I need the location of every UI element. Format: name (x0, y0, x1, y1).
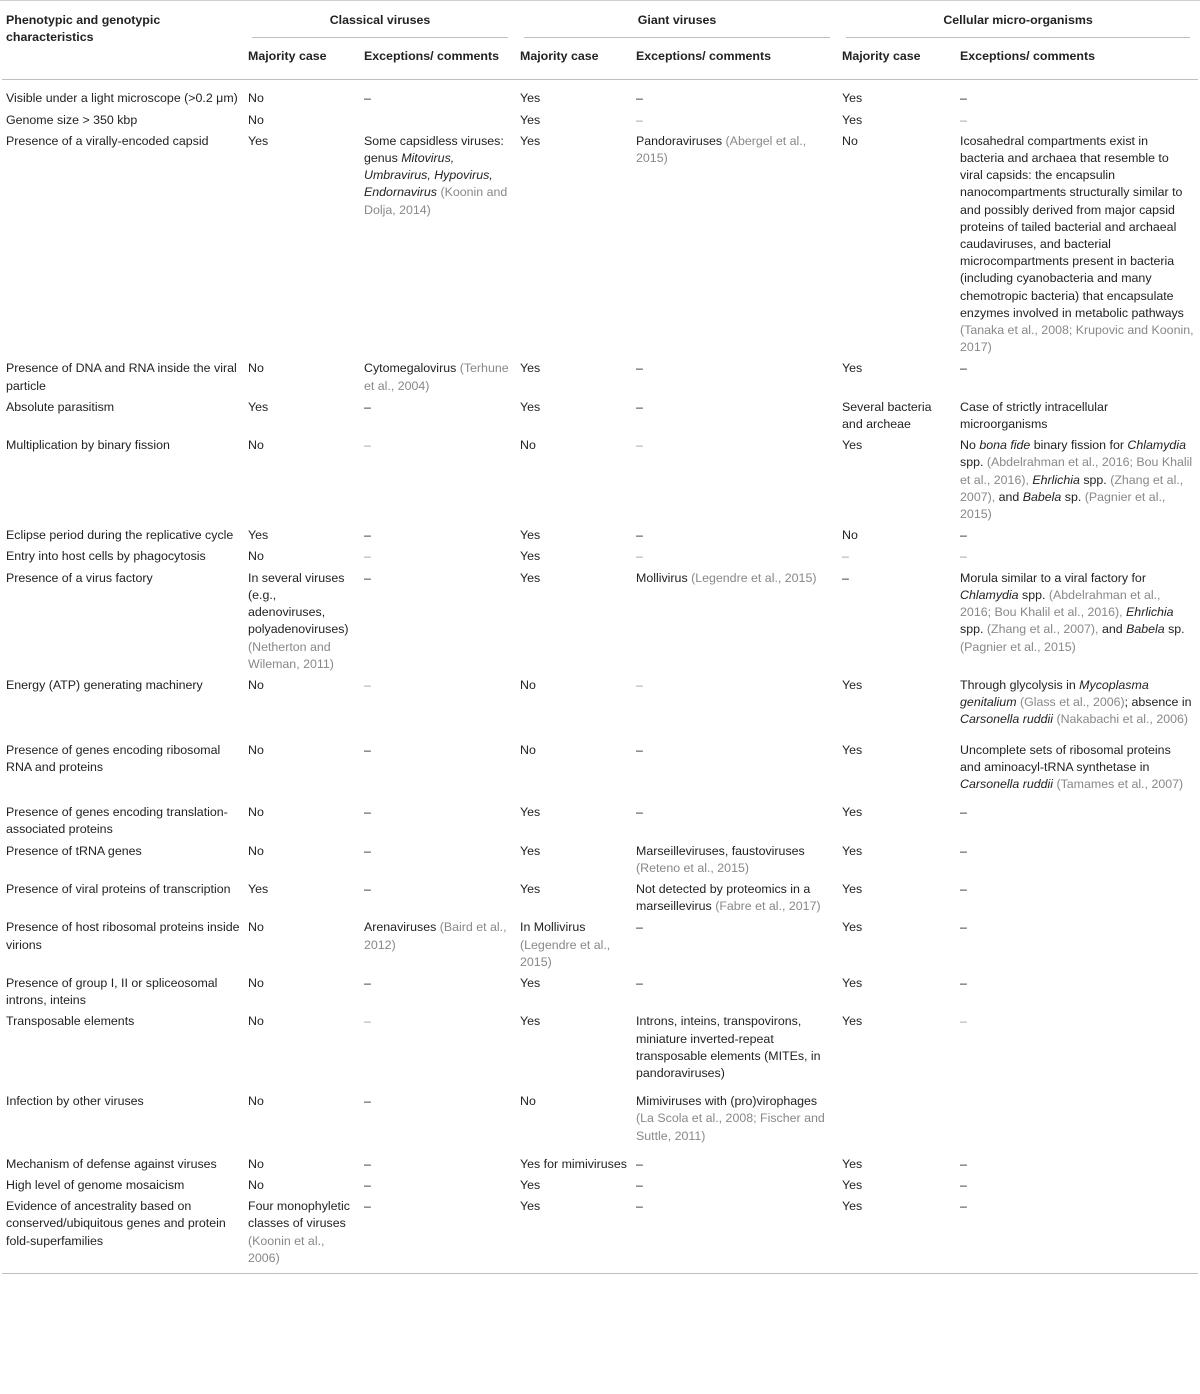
cell-value: No bona fide binary fission for Chlamydia spp. (Abdelrahman et al., 2016; Bou Khalil et al., 2016), Ehrlichia spp. (Zhang et al., 2007), and Babela sp. (Pagnier et al., 2015) (960, 438, 1193, 522)
cell-value: No (248, 805, 264, 820)
cell-value: – (842, 570, 849, 585)
table-row (2, 569, 1198, 676)
cell-value: No (842, 528, 858, 543)
table-row (2, 880, 1198, 918)
cell-value: Case of strictly intracellular microorganisms (960, 399, 1109, 432)
table-row (2, 1176, 1198, 1197)
cell-value (360, 111, 516, 132)
cell-value: No (248, 438, 264, 453)
cell-value: Arenaviruses (Baird et al., 2012) (364, 920, 507, 952)
cell-value: Yes (248, 133, 269, 148)
table-row (2, 842, 1198, 880)
cell-value: Yes (842, 1014, 863, 1029)
cell-value: – (636, 677, 643, 692)
cell-value: No (520, 1094, 536, 1109)
row-label: Presence of genes encoding translation-associated proteins (6, 805, 228, 837)
cell-value: Yes (842, 1199, 863, 1214)
cell-value: Yes (520, 1014, 541, 1029)
top-rule (0, 0, 1200, 1)
cell-value: In several viruses (e.g., adenoviruses, polyadenoviruses) (Netherton and Wileman, 2011) (248, 570, 349, 671)
cell-value: Yes (842, 843, 863, 858)
row-label: Presence of DNA and RNA inside the viral particle (6, 361, 237, 393)
cell-value: Yes (520, 975, 541, 990)
cell-value: – (364, 975, 371, 990)
table-row (2, 1197, 1198, 1273)
cell-value: Yes (842, 112, 863, 127)
cell-value: No (248, 1094, 264, 1109)
cell-value: Yes (842, 1177, 863, 1192)
cell-value: No (248, 843, 264, 858)
table-row (2, 803, 1198, 841)
row-label: Entry into host cells by phagocytosis (6, 549, 206, 564)
cell-value: Yes (520, 843, 541, 858)
cell-value: Several bacteria and archeae (842, 399, 932, 432)
cell-value: Yes (842, 920, 863, 935)
cell-value: – (960, 1199, 967, 1214)
cell-value: Yes (520, 1177, 541, 1192)
cell-value: – (636, 920, 643, 935)
table-row (2, 1012, 1198, 1092)
cell-value: Yes for mimiviruses (520, 1156, 627, 1171)
cell-value: Yes (842, 805, 863, 820)
cell-value: – (636, 742, 643, 757)
row-label: Absolute parasitism (6, 399, 115, 414)
cell-value: No (248, 920, 264, 935)
cell-value: – (364, 805, 371, 820)
cell-value: Yes (248, 399, 269, 414)
row-label: Presence of genes encoding ribosomal RNA and proteins (6, 742, 221, 774)
cell-value (838, 1092, 956, 1155)
cell-value: Yes (842, 975, 863, 990)
row-label: Genome size > 350 kbp (6, 112, 138, 127)
cell-value: No (248, 549, 264, 564)
table-row (2, 526, 1198, 547)
cell-value: No (248, 742, 264, 757)
cell-value: No (248, 1156, 264, 1171)
cell-value: Yes (520, 570, 541, 585)
subheader-exceptions: Exceptions/ comments (960, 49, 1095, 64)
cell-value: – (364, 1094, 371, 1109)
row-label: Transposable elements (6, 1014, 135, 1029)
group-header-classical-viruses: Classical viruses (244, 0, 516, 46)
cell-value: – (364, 881, 371, 896)
cell-value: No (248, 91, 264, 106)
cell-value: – (960, 1177, 967, 1192)
cell-value: Some capsidless viruses: genus Mitovirus, Umbravirus, Hypovirus, Endornavirus (Koonin and Dolja, 2014) (364, 133, 508, 217)
cell-value: Yes (248, 881, 269, 896)
row-label: Infection by other viruses (6, 1094, 144, 1109)
row-label-header: Phenotypic and genotypic characteristics (6, 13, 161, 45)
cell-value: Cytomegalovirus (Terhune et al., 2004) (364, 361, 509, 393)
table-row (2, 398, 1198, 436)
cell-value: Introns, inteins, transpovirons, miniature inverted-repeat transposable elements (MITEs, in pandoraviruses) (636, 1014, 821, 1080)
cell-value: Yes (520, 112, 541, 127)
cell-value: Yes (842, 742, 863, 757)
cell-value: – (960, 920, 967, 935)
cell-value: No (248, 1014, 264, 1029)
cell-value: Yes (842, 677, 863, 692)
cell-value: Yes (520, 528, 541, 543)
cell-value: Yes (520, 881, 541, 896)
cell-value: Morula similar to a viral factory for Chlamydia spp. (Abdelrahman et al., 2016; Bou Khalil et al., 2016), Ehrlichia spp. (Zhang et al., 2007), and Babela sp. (Pagnier et al., 2015) (960, 570, 1185, 654)
cell-value: – (636, 112, 643, 127)
row-label: Evidence of ancestrality based on conserved/ubiquitous genes and protein fold-superfamilies (6, 1199, 226, 1248)
cell-value: Yes (842, 361, 863, 376)
cell-value: – (842, 549, 849, 564)
cell-value: Uncomplete sets of ribosomal proteins and aminoacyl-tRNA synthetase in Carsonella ruddii (Tamames et al., 2007) (960, 742, 1184, 791)
cell-value: – (364, 1014, 371, 1029)
row-label: Presence of a virally-encoded capsid (6, 133, 209, 148)
cell-value: – (364, 1156, 371, 1171)
cell-value: Yes (842, 438, 863, 453)
cell-value: Yes (520, 399, 541, 414)
cell-value: No (520, 742, 536, 757)
cell-value: – (364, 1177, 371, 1192)
table-row (2, 1155, 1198, 1176)
cell-value: – (636, 1199, 643, 1214)
comparison-table (2, 0, 1198, 1274)
cell-value: No (520, 438, 536, 453)
table-row (2, 974, 1198, 1012)
subheader-majority: Majority case (520, 49, 599, 64)
cell-value: – (960, 528, 967, 543)
cell-value: – (364, 438, 371, 453)
cell-value: Yes (520, 805, 541, 820)
cell-value: – (960, 112, 967, 127)
cell-value: Yes (520, 91, 541, 106)
table-row (2, 918, 1198, 974)
cell-value: – (364, 528, 371, 543)
table-row (2, 741, 1198, 804)
row-label: Presence of tRNA genes (6, 843, 142, 858)
cell-value: – (364, 742, 371, 757)
row-label: Presence of a virus factory (6, 570, 153, 585)
table-row (2, 676, 1198, 741)
cell-value: – (636, 399, 643, 414)
cell-value: Yes (520, 549, 541, 564)
cell-value (956, 1092, 1198, 1155)
cell-value: – (364, 399, 371, 414)
cell-value: – (364, 677, 371, 692)
table-row (2, 436, 1198, 526)
table-row (2, 547, 1198, 568)
cell-value: Yes (248, 528, 269, 543)
cell-value: Yes (520, 133, 541, 148)
cell-value: Yes (842, 91, 863, 106)
cell-value: – (960, 805, 967, 820)
row-label: Presence of viral proteins of transcription (6, 881, 231, 896)
row-label: Presence of group I, II or spliceosomal introns, inteins (6, 975, 218, 1008)
group-header-cellular-micro-organisms: Cellular micro-organisms (838, 0, 1198, 46)
row-label: High level of genome mosaicism (6, 1177, 185, 1192)
cell-value: – (364, 570, 371, 585)
cell-value: – (364, 843, 371, 858)
cell-value: – (364, 1199, 371, 1214)
cell-value: – (636, 528, 643, 543)
cell-value: No (842, 133, 858, 148)
cell-value: – (364, 91, 371, 106)
table-row (2, 359, 1198, 397)
cell-value: Four monophyletic classes of viruses (Koonin et al., 2006) (248, 1199, 350, 1265)
cell-value: Mollivirus (Legendre et al., 2015) (636, 570, 817, 585)
table-row (2, 1092, 1198, 1155)
cell-value: In Mollivirus (Legendre et al., 2015) (520, 920, 611, 969)
subheader-majority: Majority case (248, 49, 327, 64)
subheader-exceptions: Exceptions/ comments (636, 49, 771, 64)
cell-value: – (960, 975, 967, 990)
cell-value: No (248, 677, 264, 692)
cell-value: Yes (520, 1199, 541, 1214)
cell-value: – (960, 361, 967, 376)
row-label: Mechanism of defense against viruses (6, 1156, 217, 1171)
cell-value: Pandoraviruses (Abergel et al., 2015) (636, 133, 807, 166)
group-header-giant-viruses: Giant viruses (516, 0, 838, 46)
cell-value: Through glycolysis in Mycoplasma genitalium (Glass et al., 2006); absence in Carsonella ruddii (Nakabachi et al., 2006) (960, 677, 1192, 727)
cell-value: – (636, 361, 643, 376)
cell-value: – (636, 1177, 643, 1192)
cell-value: – (636, 1156, 643, 1171)
cell-value: – (960, 549, 967, 564)
cell-value: – (636, 975, 643, 990)
cell-value: No (248, 112, 264, 127)
cell-value: – (960, 843, 967, 858)
group-header-row (2, 0, 1198, 46)
table-row (2, 80, 1198, 111)
subheader-exceptions: Exceptions/ comments (364, 49, 499, 64)
cell-value: – (960, 881, 967, 896)
cell-value: No (248, 361, 264, 376)
cell-value: – (636, 549, 643, 564)
subheader-majority: Majority case (842, 49, 921, 64)
row-label: Presence of host ribosomal proteins inside virions (6, 920, 240, 952)
cell-value: Yes (842, 1156, 863, 1171)
cell-value: – (364, 549, 371, 564)
row-label: Energy (ATP) generating machinery (6, 677, 203, 692)
cell-value: Marseilleviruses, faustoviruses (Reteno et al., 2015) (636, 843, 805, 875)
cell-value: Icosahedral compartments exist in bacteria and archaea that resemble to viral capsids: the encapsulin nanocompartments structurally similar to and possibly derived from major capsid proteins of tailed bacterial and archaeal caudaviruses, and bacterial microcompartments present in bacteria (including cyanobacteria and many chemotropic bacteria) that encapsulate enzymes involved in metabolic pathways (Tanaka et al., 2008; Krupovic and Koonin, 2017) (960, 133, 1194, 355)
cell-value: No (248, 975, 264, 990)
row-label: Visible under a light microscope (>0.2 μm) (6, 91, 238, 106)
cell-value: – (960, 1156, 967, 1171)
cell-value: No (248, 1177, 264, 1192)
cell-value: – (636, 805, 643, 820)
cell-value: No (520, 677, 536, 692)
cell-value: – (636, 91, 643, 106)
cell-value: Not detected by proteomics in a marseillevirus (Fabre et al., 2017) (636, 881, 821, 914)
cell-value: Mimiviruses with (pro)virophages (La Scola et al., 2008; Fischer and Suttle, 2011) (636, 1094, 825, 1143)
cell-value: Yes (520, 361, 541, 376)
cell-value: – (960, 91, 967, 106)
cell-value: – (960, 1014, 967, 1029)
row-label: Multiplication by binary fission (6, 438, 170, 453)
cell-value: Yes (842, 881, 863, 896)
table-row (2, 111, 1198, 132)
table-row (2, 132, 1198, 360)
row-label: Eclipse period during the replicative cycle (6, 528, 234, 543)
cell-value: – (636, 438, 643, 453)
